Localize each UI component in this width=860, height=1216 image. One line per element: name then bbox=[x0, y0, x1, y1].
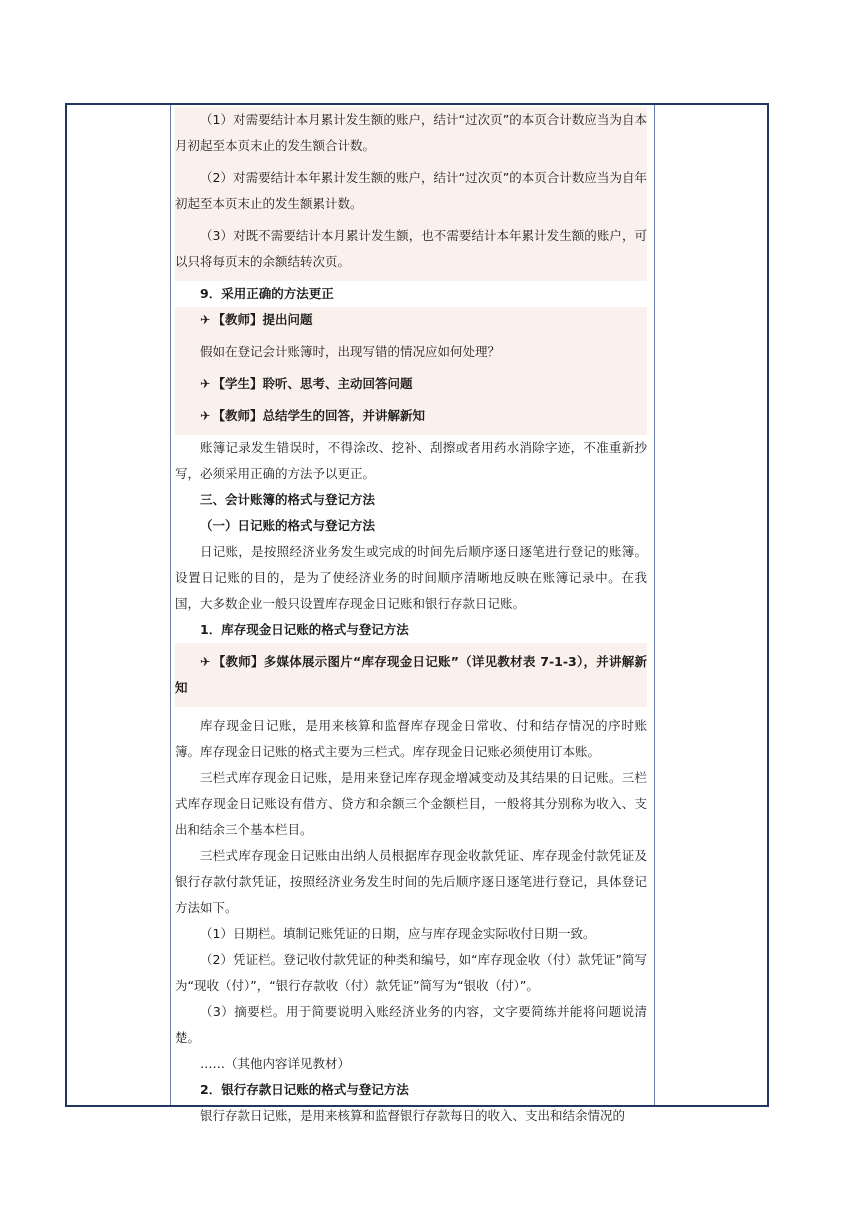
plane-icon: ✈ bbox=[200, 312, 211, 327]
shaded-block-media bbox=[175, 643, 647, 707]
teacher-media-prompt: ✈ 【教师】多媒体展示图片“库存现金日记账”（详见教材表 7-1-3），并讲解新知 bbox=[175, 654, 647, 695]
paragraph: 日记账，是按照经济业务发生或完成的时间先后顺序逐日逐笔进行登记的账簿。设置日记账的目的，是为了使经济业务的时间顺序清晰地反映在账簿记录中。在我国，大多数企业一般只设置库存现金日记账和银行存款日记账。 bbox=[175, 544, 647, 611]
paragraph: 银行存款日记账，是用来核算和监督银行存款每日的收入、支出和结余情况的 bbox=[200, 1108, 626, 1123]
paragraph: 账簿记录发生错误时，不得涂改、挖补、刮擦或者用药水消除字迹，不准重新抄写，必须采用正确的方法予以更正。 bbox=[175, 440, 647, 481]
subsection-heading: （一）日记账的格式与登记方法 bbox=[200, 518, 376, 533]
paragraph: （3）对既不需要结计本月累计发生额，也不需要结计本年累计发生额的账户，可以只将每页末的余额结转次页。 bbox=[175, 228, 647, 269]
column-divider-left bbox=[170, 105, 171, 1105]
plane-icon: ✈ bbox=[200, 408, 211, 423]
paragraph: （1）对需要结计本月累计发生额的账户，结计“过次页”的本页合计数应当为自本月初起至本页末止的发生额合计数。 bbox=[175, 112, 647, 153]
teacher-summary: ✈ 【教师】总结学生的回答，并讲解新知 bbox=[200, 408, 425, 423]
paragraph: ……（其他内容详见教材） bbox=[200, 1056, 351, 1071]
paragraph: 三栏式库存现金日记账由出纳人员根据库存现金收款凭证、库存现金付款凭证及银行存款付款凭证，按照经济业务发生时间的先后顺序逐日逐笔进行登记，具体登记方法如下。 bbox=[175, 848, 647, 915]
teacher-prompt: ✈ 【教师】提出问题 bbox=[200, 312, 313, 327]
student-response: ✈ 【学生】聆听、思考、主动回答问题 bbox=[200, 376, 413, 391]
paragraph: 库存现金日记账，是用来核算和监督库存现金日常收、付和结存情况的序时账簿。库存现金日记账的格式主要为三栏式。库存现金日记账必须使用订本账。 bbox=[175, 718, 647, 759]
plane-icon: ✈ bbox=[200, 654, 211, 669]
section-heading: 三、会计账簿的格式与登记方法 bbox=[200, 492, 376, 507]
column-divider-right bbox=[654, 105, 655, 1105]
paragraph: （2）凭证栏。登记收付款凭证的种类和编号，如“库存现金收（付）款凭证”简写为“现收（付）”，“银行存款收（付）款凭证”简写为“银收（付）”。 bbox=[175, 952, 647, 993]
paragraph: （1）日期栏。填制记账凭证的日期，应与库存现金实际收付日期一致。 bbox=[200, 926, 596, 941]
shaded-block-qa bbox=[175, 307, 647, 435]
paragraph: （3）摘要栏。用于简要说明入账经济业务的内容，文字要简练并能将问题说清楚。 bbox=[175, 1004, 647, 1045]
plane-icon: ✈ bbox=[200, 376, 211, 391]
shaded-block-carryover bbox=[175, 107, 647, 281]
paragraph: （2）对需要结计本年累计发生额的账户，结计“过次页”的本页合计数应当为自年初起至本页末止的发生额累计数。 bbox=[175, 170, 647, 211]
section-heading: 9．采用正确的方法更正 bbox=[200, 286, 334, 301]
lesson-content bbox=[175, 107, 647, 1129]
section-heading: 1．库存现金日记账的格式与登记方法 bbox=[200, 622, 409, 637]
paragraph: 三栏式库存现金日记账，是用来登记库存现金增减变动及其结果的日记账。三栏式库存现金日记账设有借方、贷方和余额三个金额栏目，一般将其分别称为收入、支出和结余三个基本栏目。 bbox=[175, 770, 647, 837]
section-heading: 2．银行存款日记账的格式与登记方法 bbox=[200, 1082, 409, 1097]
question: 假如在登记会计账簿时，出现写错的情况应如何处理？ bbox=[200, 344, 501, 359]
